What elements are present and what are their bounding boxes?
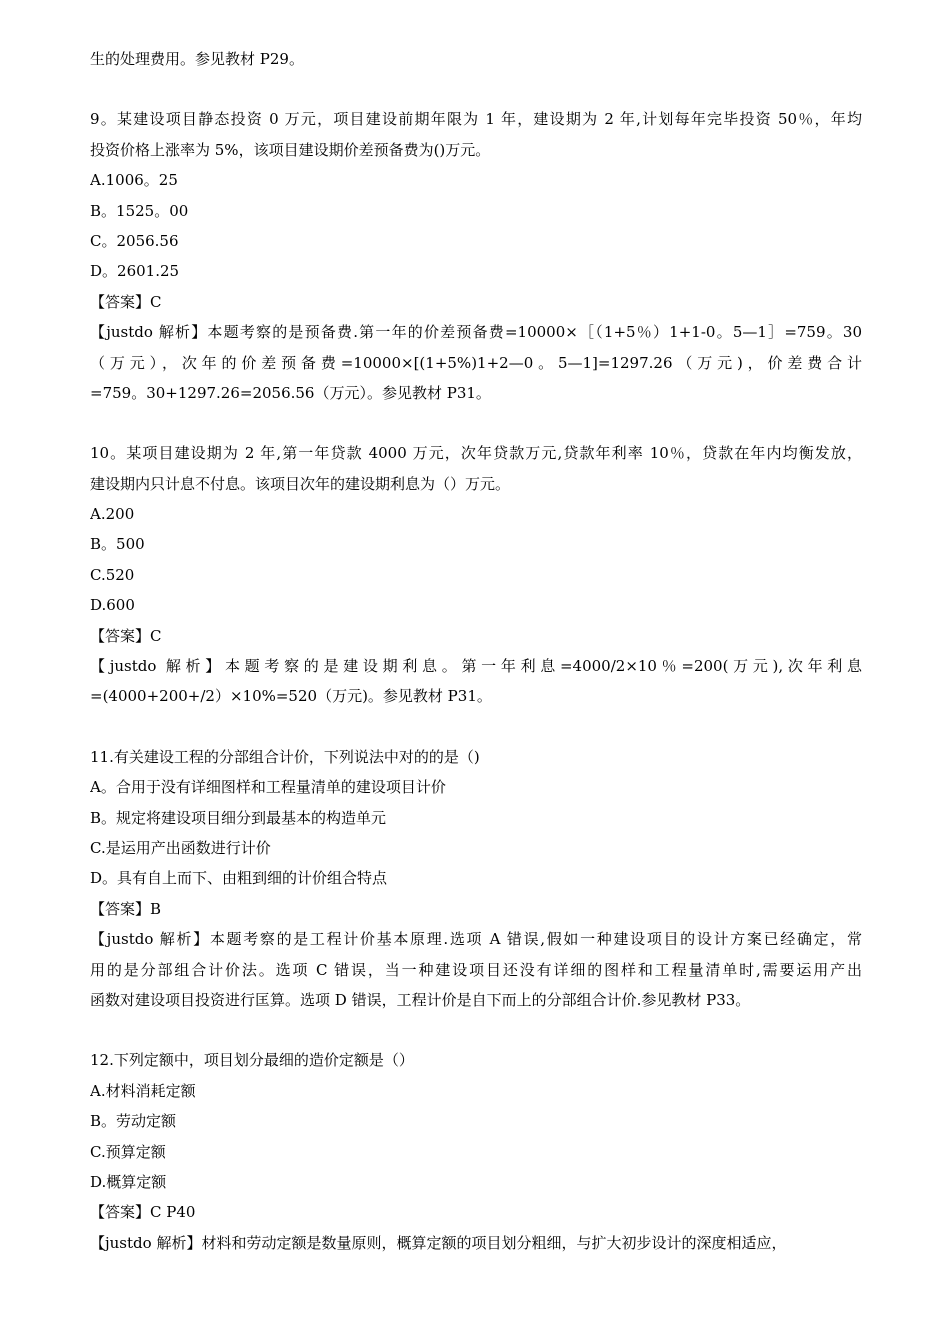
analysis-line: 【justdo 解析】材料和劳动定额是数量原则，概算定额的项目划分粗细，与扩大初步设计的深度相适应， [90,1233,787,1252]
option-a: A.200 [90,505,135,524]
question-10 [90,438,862,712]
option-a: A.材料消耗定额 [90,1081,196,1100]
question-stem: 10。某项目建设期为 2 年,第一年贷款 4000 万元，次年贷款万元,贷款年利率 10％，贷款在年内均衡发放， [90,444,862,463]
analysis-line: =(4000+200+/2）×10%=520（万元)。参见教材 P31。 [90,687,492,706]
analysis-line: =759。30+1297.26=2056.56（万元）。参见教材 P31。 [90,383,491,402]
option-b: B。500 [90,535,145,554]
analysis-line: （万元），次年的价差预备费=10000×[(1+5%)1+2—0。5—1]=1297.26（万元)，价差费合计 [90,353,862,372]
question-stem: 建设期内只计息不付息。该项目次年的建设期利息为（）万元。 [90,474,511,493]
question-stem: 9。某建设项目静态投资 0 万元，项目建设前期年限为 1 年，建设期为 2 年,计划每年完毕投资 50％，年均 [90,110,862,129]
paragraph-gap [90,1015,862,1045]
document-page [90,44,862,1258]
option-d: D.600 [90,596,135,615]
option-a: A.1006。25 [90,171,178,190]
answer-line: 【答案】C [90,626,162,645]
question-11 [90,742,862,1016]
question-stem: 投资价格上涨率为 5%，该项目建设期价差预备费为()万元。 [90,140,491,159]
paragraph-gap [90,74,862,104]
option-d: D。2601.25 [90,262,180,281]
paragraph-gap [90,712,862,742]
option-c: C.预算定额 [90,1142,166,1161]
question-stem: 11.有关建设工程的分部组合计价，下列说法中对的的是（) [90,747,480,766]
option-c: C。2056.56 [90,231,179,250]
option-c: C.520 [90,565,135,584]
question-12 [90,1045,862,1258]
option-a: A。合用于没有详细图样和工程量清单的建设项目计价 [90,778,446,797]
question-stem: 12.下列定额中，项目划分最细的造价定额是（） [90,1051,414,1070]
option-b: B。1525。00 [90,201,189,220]
paragraph-gap [90,408,862,438]
option-d: D。具有自上而下、由粗到细的计价组合特点 [90,869,388,888]
question-9 [90,104,862,408]
analysis-line: 函数对建设项目投资进行匡算。选项 D 错误，工程计价是自下而上的分部组合计价.参见教材 P33。 [90,990,751,1009]
analysis-line: 【justdo 解析】本题考察的是预备费.第一年的价差预备费=10000×［（1+5％）1+1-0。5—1］=759。30 [90,323,862,342]
analysis-line: 【justdo 解析】本题考察的是工程计价基本原理.选项 A 错误,假如一种建设项目的设计方案已经确定，常 [90,930,862,949]
answer-line: 【答案】C [90,292,162,311]
analysis-line: 【justdo 解析】本题考察的是建设期利息。第一年利息=4000/2×10％=200(万元),次年利息 [90,657,862,676]
option-c: C.是运用产出函数进行计价 [90,838,271,857]
option-b: B。规定将建设项目细分到最基本的构造单元 [90,808,387,827]
intro-line: 生的处理费用。参见教材 P29。 [90,50,304,68]
option-d: D.概算定额 [90,1172,167,1191]
answer-line: 【答案】B [90,899,162,918]
answer-line: 【答案】C P40 [90,1203,196,1222]
option-b: B。劳动定额 [90,1112,177,1131]
analysis-line: 用的是分部组合计价法。选项 C 错误，当一种建设项目还没有详细的图样和工程量清单时,需要运用产出 [90,960,862,979]
